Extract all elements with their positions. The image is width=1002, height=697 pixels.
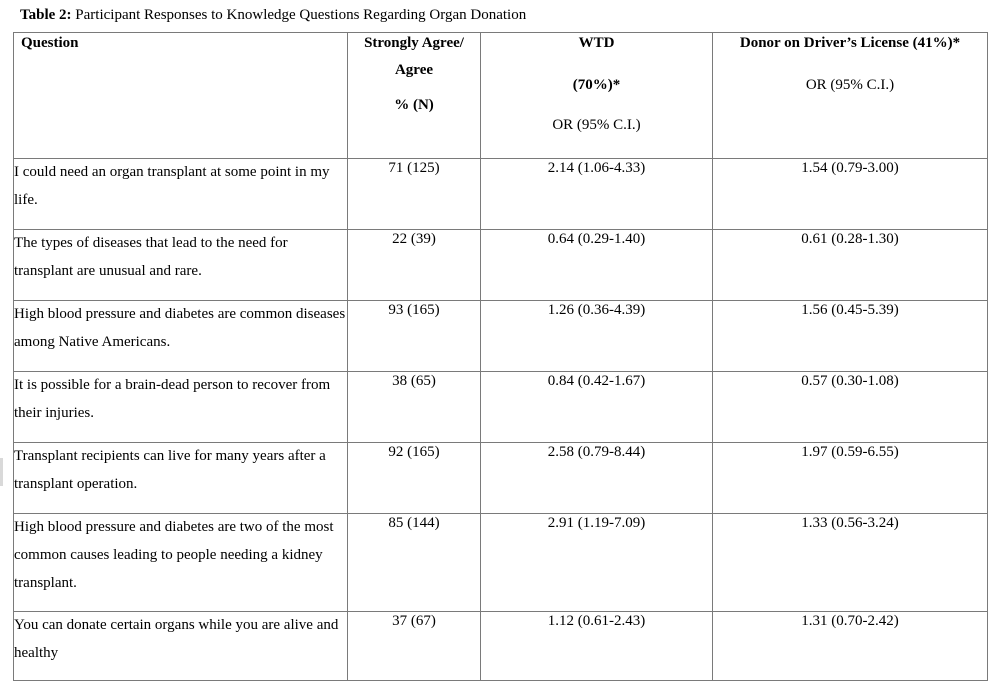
header-donor — [713, 33, 988, 159]
agree-cell: 93 (165) — [348, 301, 481, 372]
table-row — [14, 301, 988, 372]
table-row — [14, 230, 988, 301]
header-donor-line2: OR (95% C.I.) — [805, 77, 895, 93]
wtd-cell: 2.91 (1.19-7.09) — [481, 514, 713, 612]
table-caption-label: Table 2: — [20, 7, 72, 23]
question-cell: Transplant recipients can live for many years after a transplant operation. — [14, 443, 348, 514]
table-caption-text: Participant Responses to Knowledge Questions Regarding Organ Donation — [71, 7, 527, 23]
header-donor-line1: Donor on Driver’s License (41%)* — [739, 35, 961, 51]
header-wtd — [481, 33, 713, 159]
question-cell: The types of diseases that lead to the need for transplant are unusual and rare. — [14, 230, 348, 301]
donor-cell: 0.57 (0.30-1.08) — [713, 372, 988, 443]
header-agree — [348, 33, 481, 159]
table-row — [14, 514, 988, 612]
wtd-cell: 0.64 (0.29-1.40) — [481, 230, 713, 301]
wtd-cell: 0.84 (0.42-1.67) — [481, 372, 713, 443]
wtd-cell: 2.58 (0.79-8.44) — [481, 443, 713, 514]
wtd-cell: 2.14 (1.06-4.33) — [481, 159, 713, 230]
question-cell: It is possible for a brain-dead person to recover from their injuries. — [14, 372, 348, 443]
header-row — [14, 33, 988, 159]
question-cell: I could need an organ transplant at some point in my life. — [14, 159, 348, 230]
question-cell: High blood pressure and diabetes are two of the most common causes leading to people needing a kidney transplant. — [14, 514, 348, 612]
header-wtd-line1: WTD — [578, 35, 615, 51]
page-edge-marker — [0, 458, 3, 486]
table-caption — [20, 6, 526, 24]
agree-cell: 38 (65) — [348, 372, 481, 443]
donor-cell: 1.56 (0.45-5.39) — [713, 301, 988, 372]
donor-cell: 1.97 (0.59-6.55) — [713, 443, 988, 514]
table-row — [14, 159, 988, 230]
question-cell: High blood pressure and diabetes are common diseases among Native Americans. — [14, 301, 348, 372]
header-agree-line2: Agree — [394, 62, 434, 78]
wtd-cell: 1.12 (0.61-2.43) — [481, 612, 713, 681]
agree-cell: 92 (165) — [348, 443, 481, 514]
agree-cell: 71 (125) — [348, 159, 481, 230]
donor-cell: 1.54 (0.79-3.00) — [713, 159, 988, 230]
header-agree-line1: Strongly Agree/ — [364, 35, 464, 51]
agree-cell: 22 (39) — [348, 230, 481, 301]
responses-table — [13, 32, 988, 681]
header-wtd-line2: (70%)* — [572, 77, 621, 93]
header-wtd-line3: OR (95% C.I.) — [552, 117, 641, 133]
wtd-cell: 1.26 (0.36-4.39) — [481, 301, 713, 372]
header-question-label: Question — [21, 35, 79, 51]
header-question — [14, 33, 348, 159]
donor-cell: 0.61 (0.28-1.30) — [713, 230, 988, 301]
question-cell: You can donate certain organs while you are alive and healthy — [14, 612, 348, 681]
table-row — [14, 612, 988, 681]
donor-cell: 1.31 (0.70-2.42) — [713, 612, 988, 681]
agree-cell: 85 (144) — [348, 514, 481, 612]
header-agree-line3: % (N) — [394, 97, 434, 113]
agree-cell: 37 (67) — [348, 612, 481, 681]
donor-cell: 1.33 (0.56-3.24) — [713, 514, 988, 612]
table-row — [14, 443, 988, 514]
table-row — [14, 372, 988, 443]
